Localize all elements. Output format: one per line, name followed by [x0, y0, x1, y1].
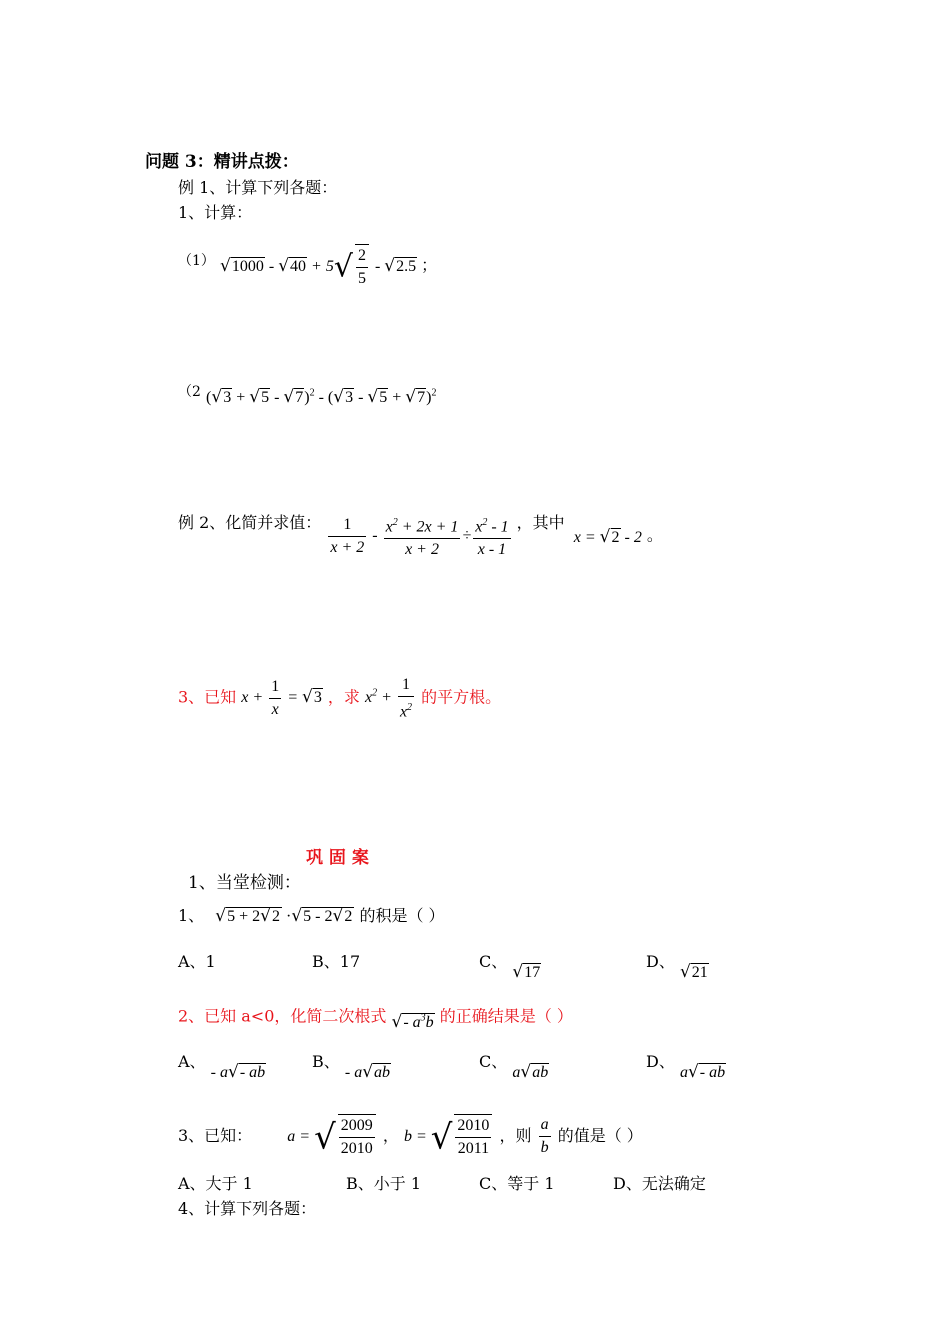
problem-1-label: （1） [178, 252, 215, 269]
problem-1-expression: √1000 - √40 + 5√ $\frac{2}{5}$ - √2.5 [220, 258, 421, 275]
q1-option-b: B、17 [312, 952, 361, 971]
problem-2 [178, 384, 436, 408]
consolidate-q3-a: a = √ $\frac{2009}{2010}$ [287, 1128, 377, 1145]
section-title: 问题 3：精讲点拨： [145, 152, 299, 172]
q1-option-c [479, 952, 541, 982]
consolidate-q2 [178, 1003, 573, 1033]
q3-option-d: D、无法确定 [613, 1174, 706, 1193]
consolidate-q1-expression: √5 + 2√2 ·√5 - 2√2 [215, 906, 353, 926]
example-2-where: ，其中 [516, 513, 565, 533]
problem-2-expression: $(√3 + √5 - √7)^2 - (√3 - √5 + √7)^2$ [206, 387, 437, 408]
consolidate-q1-tail: 的积是（ ） [359, 906, 445, 925]
consolidate-title: 巩 固 案 [306, 848, 369, 868]
q2-option-a-value: - a√- ab [210, 1062, 266, 1082]
q1-option-d-label: D、 [646, 952, 675, 971]
problem-2-label: （2 [178, 384, 201, 401]
example-2 [178, 512, 663, 561]
example-1-subtitle: 1、计算： [178, 203, 253, 222]
question-3-label: 3、已知 [178, 687, 237, 707]
q2-option-b-label: B、 [312, 1052, 340, 1071]
example-2-condition: x = √2 - 2 [573, 527, 642, 548]
consolidate-q3 [178, 1114, 643, 1160]
q3-option-b: B、小于 1 [346, 1174, 422, 1193]
q1-option-d-value: √21 [679, 962, 708, 982]
consolidate-q4: 4、计算下列各题： [178, 1199, 317, 1218]
q2-option-c [479, 1052, 549, 1082]
consolidate-q1 [178, 906, 445, 927]
in-class-check: 1、当堂检测： [188, 873, 301, 893]
q1-option-a: A、1 [178, 952, 216, 971]
question-3-given: x + $\frac{1}{x}$ = √3 [241, 678, 322, 719]
consolidate-q3-comma: ， [382, 1126, 399, 1145]
q2-option-c-label: C、 [479, 1052, 508, 1071]
example-2-label: 例 2、化简并求值： [178, 513, 322, 533]
q2-option-d-label: D、 [646, 1052, 675, 1071]
consolidate-q3-tail: 的值是（ ） [557, 1126, 643, 1145]
question-3 [178, 674, 501, 723]
consolidate-q2-expression: √- $a^3b$ [391, 1012, 434, 1033]
q2-option-b [312, 1052, 391, 1082]
example-2-expression: $\frac{1}{x + 2}$ - $\frac{x^2 + 2x + 1}{x + 2}$ ÷ $\frac{x^2 - 1}{x - 1}$ [326, 527, 516, 544]
q1-option-d [646, 952, 709, 982]
question-3-target: $x^2$ + $\frac{1}{x^2}$ [365, 676, 413, 721]
question-3-tail: 的平方根。 [421, 687, 502, 707]
consolidate-q2-label: 2、已知 a<0，化简二次根式 [178, 1006, 387, 1026]
q2-option-a [178, 1052, 266, 1082]
question-3-mid: ，求 [327, 687, 360, 707]
q2-option-d-value: a√- ab [679, 1062, 726, 1082]
problem-1 [178, 244, 437, 290]
q3-option-a: A、大于 1 [178, 1174, 253, 1193]
problem-1-tail: ； [421, 255, 438, 275]
consolidate-q2-tail: 的正确结果是（ ） [439, 1006, 573, 1026]
consolidate-q3-then: ，则 [499, 1126, 532, 1145]
q2-option-a-label: A、 [178, 1052, 206, 1071]
q2-option-c-value: a√ab [512, 1062, 549, 1082]
q1-option-c-value: √17 [512, 962, 541, 982]
q3-option-c: C、等于 1 [479, 1174, 555, 1193]
q1-option-c-label: C、 [479, 952, 508, 971]
example-2-tail: 。 [646, 525, 663, 545]
consolidate-q3-label: 3、已知： [178, 1126, 253, 1145]
consolidate-q3-b: b = √ $\frac{2010}{2011}$ [404, 1128, 494, 1145]
consolidate-q3-ratio: $\frac{a}{b}$ [540, 1116, 549, 1156]
q2-option-d [646, 1052, 726, 1082]
q2-option-b-value: - a√ab [344, 1062, 391, 1082]
consolidate-q1-label: 1、 [178, 906, 205, 925]
example-1-title: 例 1、计算下列各题： [178, 178, 338, 197]
